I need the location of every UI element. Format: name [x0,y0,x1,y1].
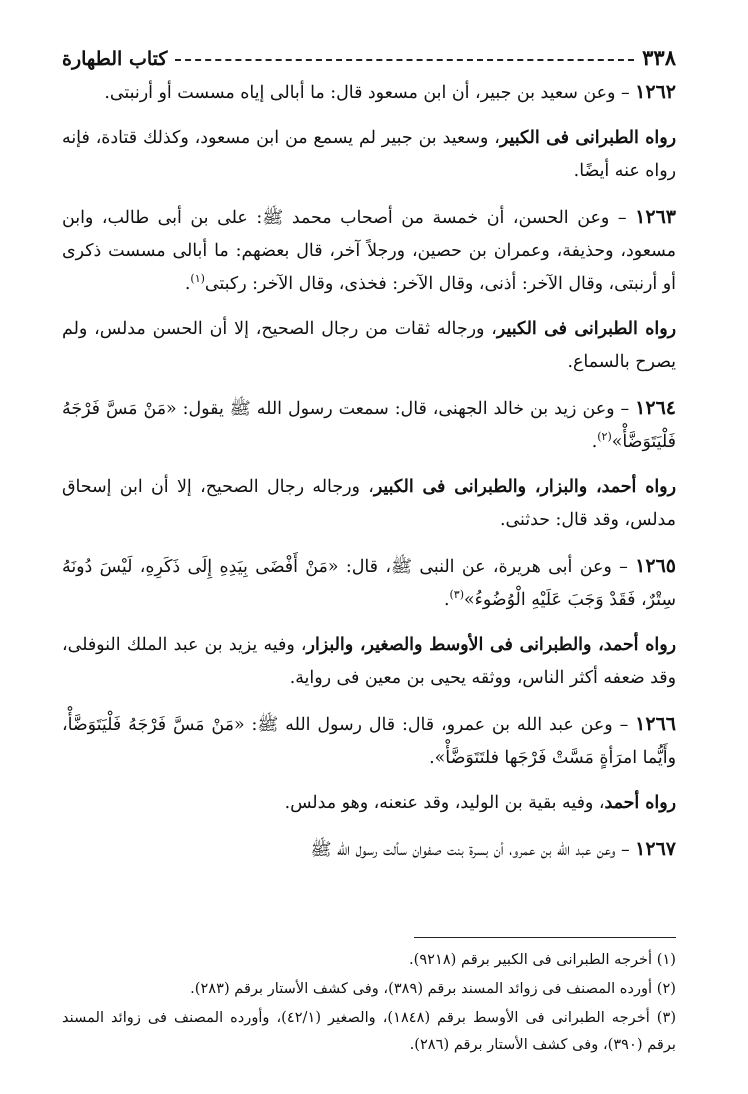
hadith-text: – وعن أبى هريرة، عن النبى ﷺ، قال: «مَنْ أَفْضَى بِيَدِهِ إِلَى ذَكَرِهِ، لَيْسَ دُونَهُ سِتْرٌ، فَقَدْ وَجَبَ عَلَيْهِ الْوُضُوءُ» [62,557,676,610]
source-attribution: رواه الطبرانى فى الكبير [499,128,676,148]
source-commentary: ، ورجاله رجال الصحيح، إلا أن ابن إسحاق مدلس، وقد قال: حدثنى. [62,477,676,530]
hadith-text: – وعن عبد الله بن عمرو، قال: قال رسول الله ﷺ: «مَنْ مَسَّ فَرْجَهُ فَلْيَتَوَضَّأْ، وأَيُّما امرَأةٍ مَسَّتْ فَرْجَها فلتَتَوَضَّأْ». [62,715,676,768]
hadith-1263 [62,201,676,301]
hadith-text: – وعن عبد الله بن عمرو، أن بسرة بنت صفوان سألت رسول الله ﷺ [310,840,636,860]
footnote-3: (٣) أخرجه الطبرانى فى الأوسط برقم (١٨٤٨)، والصغير (٤٢/١)، وأورده المصنف فى زوائد المسند برقم (٣٩٠)، وفى كشف الأستار برقم (٢٨٦). [62,1009,677,1053]
main-text [62,76,676,879]
hadith-tail: . [591,432,598,452]
hadith-1264 [62,392,676,459]
hadith-1264-source [62,471,676,537]
running-header [62,40,676,70]
footnote-separator [414,937,676,938]
hadith-text: – وعن الحسن، أن خمسة من أصحاب محمد ﷺ: على بن أبى طالب، وابن مسعود، وحذيفة، وعمران بن حصين، ورجلاً آخر، قال بعضهم: ما أبالى مسست ذكرى أو أرنبتى، وقال الآخر: أذنى، وقال الآخر: فخذى، وقال الآخر: ركبتى [62,208,676,294]
footnotes [62,946,676,1060]
hadith-number: ١٢٦٣ [635,206,676,228]
source-commentary: ، وفيه بقية بن الوليد، وقد عنعنه، وهو مدلس. [284,793,605,813]
hadith-text: – وعن سعيد بن جبير، أن ابن مسعود قال: ما أبالى إياه مسست أو أرنبتى. [104,83,636,103]
hadith-1265 [62,550,676,617]
hadith-tail: . [184,274,191,294]
hadith-1266-source [62,787,676,820]
source-attribution: رواه أحمد [604,793,676,813]
hadith-number: ١٢٦٥ [635,555,676,577]
hadith-tail: . [443,590,450,610]
footnote-ref: (٢) [597,430,612,444]
header-dashed-rule [175,59,634,61]
page-number: ٣٣٨ [642,45,676,70]
source-commentary: ، وسعيد بن جبير لم يسمع من ابن مسعود، وكذلك قتادة، فإنه رواه عنه أيضًا. [62,128,676,181]
footnote-ref: (١) [190,272,205,286]
hadith-number: ١٢٦٦ [635,713,676,735]
hadith-number: ١٢٦٧ [635,838,676,860]
source-attribution: رواه الطبرانى فى الكبير [496,319,676,339]
hadith-1267 [62,833,676,867]
source-attribution: رواه أحمد، والطبرانى فى الأوسط والصغير، والبزار [306,635,676,655]
chapter-title: كتاب الطهارة [62,48,168,70]
hadith-1263-source [62,313,676,379]
hadith-number: ١٢٦٤ [635,397,676,419]
hadith-1262 [62,76,676,110]
footnote-2: (٢) أورده المصنف فى زوائد المسند برقم (٣٨٩)، وفى كشف الأستار برقم (٢٨٣). [190,980,676,997]
footnote-ref: (٣) [449,588,464,602]
source-commentary: ، ورجاله ثقات من رجال الصحيح، إلا أن الحسن مدلس، ولم يصرح بالسماع. [62,319,676,372]
hadith-number: ١٢٦٢ [635,81,676,103]
source-attribution: رواه أحمد، والبزار، والطبرانى فى الكبير [373,477,676,497]
source-commentary: ، وفيه يزيد بن عبد الملك النوفلى، وقد ضعفه أكثر الناس، ووثقه يحيى بن معين فى رواية. [62,635,676,688]
hadith-1262-source [62,122,676,188]
hadith-text: – وعن زيد بن خالد الجهنى، قال: سمعت رسول الله ﷺ يقول: «مَنْ مَسَّ فَرْجَهُ فَلْيَتَوَضَّأْ» [62,399,676,452]
hadith-1265-source [62,629,676,695]
hadith-1266 [62,708,676,775]
footnote-1: (١) أخرجه الطبرانى فى الكبير برقم (٩٢١٨). [408,951,676,968]
